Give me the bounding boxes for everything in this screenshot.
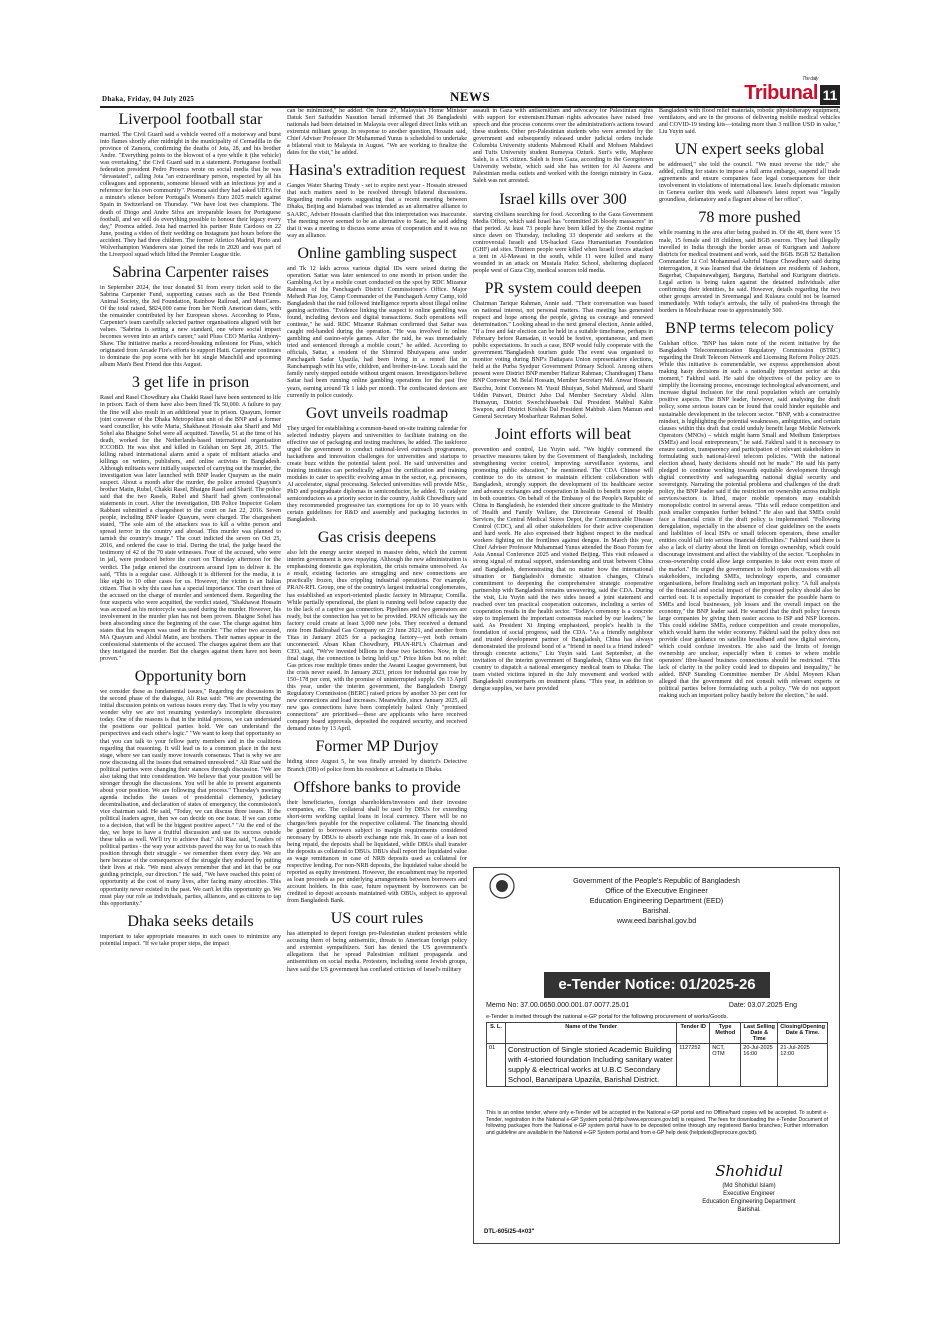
notice-date: Date: 03.07.2025 Eng bbox=[728, 1002, 797, 1009]
headline: 3 get life in prison bbox=[131, 374, 250, 392]
ad-line: Government of the People's Republic of Bangladesh bbox=[573, 876, 740, 885]
column-2 bbox=[287, 108, 467, 978]
story-body: while roaming in the area after being pushed in. Of the 48, there were 15 male, 15 female and 18 children, said BGB sources. They had illegally travelled to India through the border areas of Kurigram and Jashore districts for medical treatment and work, said the BGB. BGB 52 Battalion Commander Lt Col Mohammad Ashrful Haque Chowdhury said during interrogation, it was learned that the detainees are residents of Jashore, Bagerhat, Chapainawabganj, Barguna, Barishal and Kurigram districts. Legal action is being taken against the detained individuals after confirming their identities, he said. However, details regarding the two other groups arrested in Sreemangal and Kulaura could not be learned immediately. With today's arrivals, the tally of pushed-ins through the borders in Moulvibazar rose to approximately 500. bbox=[659, 230, 840, 314]
column-header: Name of the Tender bbox=[506, 1023, 677, 1044]
story-body: Rasel and Rasel Chowdhury aka Chakki Rasel have been sentenced to life in prison. Each of them have also been fined Tk 50,000. A failure to pay the fine will also result in an additional year in prison. Quayum, former joint convener of the Dhaka Metropolitan unit of the BNP and a former ward councillor, his wife Maria, Shakhawat Hossain aka Sharif and Md Sohel aka Bhaigne Sohel were all acquitted. Tawella, 51 at the time of his death, worked for the Netherlands-based international organisation ICCOBD. He was shot and killed in Gulshan on Sept 28, 2015. The killing raised international alarm amid a spate of militant attacks and killings on writers, publishers, and online activists in Bangladesh. Although militants were initially suspected of carrying out the murder, the investigation was later launched with BNP leader Quayum as the main suspect. About a month after the murder, the police arrested Quayum's brother Matin, Rubel, Chakki Rasel, Bhaigne Rasel and Sharif. The police said that the two Rasels, Rubel and Sharif had given confessional statements in court. After the investigation, DB Police Inspector Golam Rabbani submitted a chargesheet to the court on Jan 22, 2016. Seven people, including BNP leader Quayum, were charged. The chargesheet stated, "The sole aim of the attackers was to kill a white person and spread terror in the country and abroad. This murder was planned to tarnish the country's image." The court indicted the seven on Oct 25, 2016, and ordered the case to trial. During the trial, the judge heard the testimony of 42 of the 70 state witnesses. Four of the accused, who were in jail, were produced before the court on Thursday afternoon for the verdict. The judge entered the courtroom around 1pm to deliver it. He said, "This is a regular case. Although it is different for the media, it is like eight to 10 other cases for us. However, the victim is an Italian citizen. That is why this case has a special importance. The court three of the accused on the charge of murder and sentenced them. Regarding the four suspects who were acquitted, the verdict stated, "Shakhawat Hossain was accused as his motorcycle was used during the murder. However, his involvement in the murder plan has not been proven. Bhaigne Sohel has been absconding since the beginning of the case. The charge against him states that his weapon was used in the murder. "The other two accused, MA Quayum and Abdul Matin, are brothers. Their names appear in the confessional statements of the accused. The charges against them are that they instigated the murder. But the charges against them have not been proven." bbox=[100, 395, 281, 663]
story-life-in-prison bbox=[100, 373, 281, 663]
signatory-location: Barishal. bbox=[737, 1207, 761, 1213]
tender-notice-title: e-Tender Notice: 01/2025-26 bbox=[544, 972, 770, 998]
government-emblem-icon bbox=[488, 872, 516, 900]
handwritten-signature: Shohidul bbox=[715, 1162, 783, 1180]
headline: Dhaka seeks details bbox=[127, 912, 254, 930]
ad-website: www.eed.barishal.gov.bd bbox=[616, 916, 697, 925]
story-continued bbox=[473, 108, 653, 186]
story-opportunity bbox=[100, 667, 281, 907]
story-body: in September 2024, the tour donated $1 from every ticket sold to the Sabrina Carpenter Fund, supporting causes such as the Best Friends Animal Society, the Jed Foundation, Rainbow Railroad, and MusiCares. Of the total raised, $824,000 came from her North American dates, with the remainder contributed by her European shows. According to Pluss, Carpenter's team carefully selected partner organisations aligned with her values. "Sabrina is setting a new standard, one where social impact becomes woven into an artist's career," said Pluss CEO Marika Anthony-Shaw. The initiative marks a record-breaking milestone for Pluss, which originated from Arcade Fire's efforts to support Haiti. Carpenter continues to dominate the pop scene with her hit single Manchild and upcoming album Man's Best Friend due this August. bbox=[100, 284, 281, 369]
table-cell: 1127252 bbox=[677, 1044, 710, 1087]
column-header: Tender ID bbox=[677, 1023, 710, 1044]
table-row bbox=[487, 1044, 828, 1087]
story-continued bbox=[659, 108, 840, 136]
story-body: has attempted to deport foreign pro-Palestinian student protesters while accusing them of being antisemitic, threats to American foreign policy and extremist sympathizers. Suri has denied the US government's allegations that he spread Palestinian militant propaganda and antisemitism on social media. Protesters, including some Jewish groups, have said the US government has conflated criticism of Israel's military bbox=[287, 931, 467, 973]
table-cell: Construction of Single storied Academic Building with 4-storied foundation Including sanitary water supply & electrical works at U.B.C Secondary School, Banaripara Upazila, Barishal District. bbox=[506, 1044, 677, 1087]
signatory-title: Executive Engineer bbox=[723, 1191, 775, 1197]
signature-block bbox=[683, 1164, 815, 1214]
ad-reference: DTL-605/25-4×03" bbox=[484, 1229, 535, 1235]
story-body: assault in Gaza with antisemitism and advocacy for Palestinian rights with support for extremism.Human rights advocates have raised free speech and due process concerns over the administration's actions toward these students. Other pro-Palestinian students who were arrested by the government and subsequently released under judicial orders include Columbia University students Mahmoud Khalil and Mohsen Mahdawi and Tufts University student Rumeysa Ozturk. Suri's wife, Mapheze Saleh, is a US citizen. Saleh is from Gaza, according to the Georgetown University website, which said she has written for Al Jazeera and Palestinian media outlets and worked with the foreign ministry in Gaza. Saleh was not arrested. bbox=[473, 108, 653, 185]
story-hasina bbox=[287, 161, 467, 239]
signatory-name: (Md Shohidul Islam) bbox=[722, 1183, 776, 1189]
headline: Gas crisis deepens bbox=[317, 529, 437, 547]
story-body: important to take appropriate measures in such cases to minimize any potential impact. "If we take proper steps, the impact bbox=[100, 933, 281, 947]
headline: Offshore banks to provide bbox=[293, 778, 461, 796]
headline: Israel kills over 300 bbox=[499, 190, 627, 208]
section-name: NEWS bbox=[450, 89, 491, 104]
page-number: 11 bbox=[820, 85, 840, 105]
ad-line: Office of the Executive Engineer bbox=[605, 886, 708, 895]
signatory-dept: Education Engineering Department bbox=[702, 1199, 796, 1205]
column-header: Closing/Opening Date & Time. bbox=[778, 1023, 828, 1044]
table-cell: NCT, OTM bbox=[710, 1044, 741, 1087]
headline: Online gambling suspect bbox=[297, 244, 457, 262]
story-roadmap bbox=[287, 404, 467, 525]
tender-intro: e-Tender is invited through the national e-GP portal for the following procurement of works/Goods. bbox=[486, 1014, 729, 1020]
story-us-court bbox=[287, 909, 467, 973]
story-body: Ganges Water Sharing Treaty - set to expire next year - Hossain stressed that such matters need to be resolved through bilateral discussions. Regarding media reports suggesting that a recent meeting between Dhaka, Beijing and Islamabad was intended as an alternative alliance to SAARC, Adviser Hossain clarified that this interpretation was inaccurate. The meeting never seemed to be an alternative to Saarc, he said adding that it was a meeting to discuss some areas of cooperation and it was no way an alliance. bbox=[287, 183, 467, 239]
story-joint-efforts bbox=[473, 425, 653, 694]
tender-advertisement bbox=[473, 867, 840, 1244]
masthead bbox=[100, 76, 840, 108]
story-gambling bbox=[287, 244, 467, 400]
story-body: can be minimized," he added. On June 27, Malaysia's Home Minister Datuk Seri Saifuddin Nasution Ismail informed that 36 Bangladeshi nationals had been detained in Malaysia over alleged direct links with an extremist militant group. In response to another question, Hossain said, Chief Adviser Professor Dr Muhammad Yunus is scheduled to undertake a bilateral visit to Malaysia in August. "We are working to finalize the dates for the visit," he added. bbox=[287, 108, 467, 157]
logo-text: Tribunal bbox=[744, 82, 818, 104]
story-telecom-policy bbox=[659, 319, 840, 700]
headline: UN expert seeks global bbox=[674, 141, 825, 159]
column-3 bbox=[473, 108, 653, 860]
ad-line: Education Engineering Department (EED) bbox=[589, 896, 724, 905]
column-4 bbox=[659, 108, 840, 860]
story-dhaka-details bbox=[100, 912, 281, 948]
story-continued bbox=[287, 108, 467, 157]
story-body: hiding since August 5, he was finally arrested by district's Detective Branch (DB) of police from his residence at Lalmatia in Dhaka. bbox=[287, 759, 467, 773]
column-header: Type Method bbox=[710, 1023, 741, 1044]
story-liverpool bbox=[100, 110, 281, 259]
headline: Former MP Durjoy bbox=[315, 738, 439, 756]
logo-tagline: The daily bbox=[802, 76, 818, 82]
story-gas-crisis bbox=[287, 528, 467, 733]
story-offshore-banks bbox=[287, 778, 467, 906]
story-israel bbox=[473, 190, 653, 275]
story-body: prevention and control, Liu Yuyin said. "We highly commend the proactive measures taken by the Government of Bangladesh, including strengthening vector control, improving surveillance systems, and promoting public education," he mentioned. The CDA Chinese will continue to do its utmost to maintain efficient collaboration with Bangladesh, strongly support the development of its healthcare sector and advance exchanges and cooperation in health to benefit more people in both countries. On behalf of the Embassy of the People's Republic of China in Bangladesh, he extended their sincere gratitude to the Ministry of Health and Family Welfare, the Directorate General of Health Services, the Central Medical Stores Depot, the Communicable Disease Control (CDC), and all other stakeholders for their active cooperation and hard work. He also expressed their highest respect to the medical workers fighting on the frontlines against dengue. In March this year, Chief Adviser Professor Muhammad Yunus attended the Boao Forum for Asia Annual Conference 2025 and visited Beijing. This visit released a strong signal of mutual support, understanding and trust between China and Bangladesh, demonstrating that no matter how the international situation or Bangladesh's domestic situation changes, China's commitment to deepening the comprehensive strategic cooperative partnership with Bangladesh remains unwavering, said the CDA. During the visit, Liu Yuyin said the two sides issued a joint statement and reached over ten practical cooperation outcomes, including a series of cooperation results in the health sector. "Today's ceremony is a concrete step to implement the important consensus reached by our leaders," he said. As President Xi Jinping emphasized, people's health is the foundation of social progress, said the CDA. "As a friendly neighbour and trusted development partner of Bangladesh, China has always demonstrated the profound bond of a "friend in need is a friend indeed" through concrete actions," Liu Yuyin said. Last September, at the invitation of the interim government of Bangladesh, China was the first country to dispatch a national emergency medical team to Dhaka. The team visited victims injured in the July movement and worked with Bangladeshi counterparts on treatment plans. "This year, in addition to dengue supplies, we have provided bbox=[473, 446, 653, 693]
headline: Liverpool football star bbox=[118, 111, 263, 128]
story-body: be addressed," she told the council. "We must reverse the tide," she added, calling for states to impose a full arms embargo, suspend all trade agreements and ensure companies face legal consequences for their involvement in violations of international law. Israel's diplomatic mission in Geneva earlier this week said Albanese's latest report was "legally groundless, defamatory and a flagrant abuse of her office". bbox=[659, 162, 840, 204]
headline: Sabrina Carpenter raises bbox=[112, 263, 269, 281]
ad-line: Barishal. bbox=[642, 906, 671, 915]
memo-number: Memo No: 37.00.0650.000.001.07.0077.25.01 bbox=[486, 1002, 630, 1009]
story-durjoy bbox=[287, 737, 467, 773]
story-body: and Tk 12 lakh across various digital IDs were seized during the operation. Sattar was later sentenced to one month in prison under the Gambling Act by a mobile court conducted on the spot by RDC Mizanur Rahman of the Panchagarh District Commissioner's Office. Major Mehedi Pias Joy, Camp Commander of the Panchagarh Army Camp, told Bangladesh that the raid followed intelligence reports about illegal online gaming activities. "Evidence linking the suspect to online gambling was found, including devices and digital transactions. Such operations will continue," he said. RDC Mizanur Rahman confirmed that Sattar was caught red-handed during the operation. "He was involved in online gambling and casino-style games. After the raid, he was immediately tried and sentenced through a mobile court," he added. According to officials, Sattar, a resident of the Shimrod Bhuiyapara area under Panchagarh Sadar Upazila, had been living in a rented flat in Ranchampagh with his wife, children, and brother-in-law. Locals said the family rarely stepped outside without urgent reason. Investigators believe Sattar had been running online gambling operations for the past five years, earning around Tk 1 lakh per month. The confiscated devices are currently in police custody. bbox=[287, 265, 467, 399]
story-pushed-in bbox=[659, 208, 840, 315]
headline: 78 more pushed bbox=[698, 209, 801, 227]
story-body: their beneficiaries, foreign shareholders/investors and their investee companies, etc. The collateral shall be used by DBUs for extending short-term working capital loans in local currency. There will be no charges/fees payable for the respective collateral. The financing should be granted to borrowers subject to margin requirements considered necessary by DBUs to absorb exchange rate risk. In case of a loan not being repaid, the deposits shall be liquidated, while DBUs shall transfer the deposits as collateral to DBUs. DBUs shall report the liquidated value as wage remittances in case of NRB deposits used as collateral for respective lending. For non-NRB deposits, the liquidated value should be reported as equity investment. However, the encashment may be reported as loan proceeds as per underlying arrangements between borrowers and account holders. In this case, future repayment by borrowers can be credited to deposit accounts maintained with OBUs, subject to approval from Bangladesh Bank. bbox=[287, 799, 467, 905]
column-header: Last Selling Date & Time bbox=[741, 1023, 778, 1044]
story-body: starving civilians searching for food. According to the Gaza Government Media Office, which said Israel has "committed 26 bloody massacres" in that period. At least 73 people have been killed by the Zionist regime since dawn on Thursday, including 33 desperate aid seekers at the controversial Israeli and US-backed Gaza Humanitarian Foundation (GHF) aid sites. Thirteen people were killed when Israeli forces attacked a tent in Al-Mawasi in the south, while 11 were killed and many wounded in an attack on Mustafa Hafez School, sheltering displaced people west of Gaza City, medical sources told media. bbox=[473, 211, 653, 274]
story-body: married. The Civil Guard said a vehicle veered off a motorway and burst into flames shortly after midnight in the municipality of Cernadilla in the province of Zamora, confirming the deaths of Jota, 28, and his brother Andre. "Everything points to the blowout of a tyre while it (the vehicle) was overtaking," the Civil Guard said in a statement. Portuguese football federation president Pedro Proenca wrote on social media that he was "devastated", calling Jota "an extraordinary person, respected by all his colleagues and opponents, someone blessed with an infectious joy and a reference for his own community". Proenca said they had asked UEFA for a minute's silence before Portugal's Women's Euro 2025 match against Spain in Switzerland on Thursday. "We have lost two champions. The death of Diogo and Andre Silva are irreparable losses for Portuguese football, and we will do everything possible to honour their legacy every day," Proenca added. Jota had married his partner Rute Cardoso on 22 June, posting a video of their wedding on Instagram just hours before the accident. They had three children. The former Atletico Madrid, Porto and Wolverhampton Wanderers star joined the reds in 2020 and was part of the Liverpool squad which lifted the Premier League title. bbox=[100, 132, 281, 258]
newspaper-logo bbox=[744, 76, 818, 105]
story-body: Bangladesh with flood relief materials, robotic physiotherapy equipment, ventilators, and are in the process of delivering mobile medical vehicles and COVID-19 testing kits—totaling more than 3 million USD in value," Liu Yuyin said. bbox=[659, 108, 840, 136]
column-1 bbox=[100, 108, 281, 952]
tender-note: This is an online tender, where only e-Tender will be accepted in the National e-GP portal and no Offline/hard copies will be accepted. To submit e-Tender, registration in the National e-GP System portal (http://www.eprocure.gov.bd) is required. The fees for downloading the e-Tender Document of following packages from the National e-GP system portal have to be deposited online through any registered Banks branches; Further information and guideline are available in the National e-GP System portal and from e-GP help desk (helpdesk@eprocure.gov.bd). bbox=[486, 1110, 828, 1136]
headline: Joint efforts will beat bbox=[494, 425, 632, 443]
headline: PR system could deepen bbox=[484, 279, 642, 297]
story-body: They urged for establishing a common-based on-site training calendar for selected industry players and universities to facilitate training on the effective use of packaging and testing machines, he added. The taskforce urged the government to conduct national-level outreach programmes, hackathons and innovation challenges for universities and startups to create buzz within the potential talent pool. He said universities and training institutes can periodically adjust the certification and training modules to cater to specific evolving areas in the sector, e.g. processors, AI accelerator, signal processing. Selected universities will provide MSc, PhD and postgraduate diplomas in semiconductor, he added. To catalyze semiconductors as a priority sector in the country, Ashik Chowdhury said they recommended progressive tax exemptions for up to 10 years with certain guidelines for R&D and assembly and packaging factories in Bangladesh. bbox=[287, 425, 467, 524]
column-header: S. L. bbox=[487, 1023, 506, 1044]
tender-table bbox=[486, 1022, 828, 1087]
story-pr-system bbox=[473, 279, 653, 421]
story-body: we consider these as fundamental issues," Regarding the discussions in the second phase of the dialogue, Ali Riaz said: "We are presenting the initial discussion points on various issues every day. That is why you may wonder why we are not resuming yesterday's incomplete discussion today. One of the reasons is that in the initial process, we can understand the positions our political parties hold. We can understand the perspectives and each other's logic." "We want to keep that opportunity so that you can talk to your fellow party members and in the coalitions regarding that reasoning. It will lead us to a common place in the next stage, where we can easily move towards consensus. That is why we are now discussing all the issues that remained unresolved." Ali Riaz said the political parties were changing their stances through discussion. "We are also taking that into consideration. We believe that your position will be stronger through the discussions. You will be able to present arguments about your position. We are following that process." Thursday's meeting agenda includes the issues of presidential clemency, judiciary decentralisation, and declaration of states of emergency, the commission's vice chairman said. He said, "Today, we can discuss three issues. If the political leaders agree, then we can decide on one issue. If we can come to a decision, that will be the biggest positive aspect." "At the end of the day, we hope to have a fruitful discussion and use its success outside these talks as well. We'll try to achieve that." Ali Riaz said, "Leaders of political parties - the way your activists paved the way for us to reach this position through their struggle - we remember them every day. We are here because of the consequences of the struggle they endured by putting their lives at risk. "We must always remember that and let that be our guiding principle, our direction." He said, "We have reached this point of opportunity at the cost of many lives, after facing many atrocities. This opportunity never existed in the past. We can't let this opportunity go. We must play our role as individuals, parties, alliances, and as citizens to tap this opportunity." bbox=[100, 689, 281, 907]
table-header-row bbox=[487, 1023, 828, 1044]
story-sabrina bbox=[100, 263, 281, 370]
headline: Hasina's extradition request bbox=[288, 162, 466, 180]
headline: Govt unveils roadmap bbox=[305, 404, 449, 422]
headline: BNP terms telecom policy bbox=[665, 320, 834, 338]
table-cell: 20-Jul-2025 16:00 bbox=[741, 1044, 778, 1087]
story-un-expert bbox=[659, 140, 840, 204]
story-body: Gulshan office. "BNP has taken note of the recent initiative by the Bangladesh Telecommunication Regulatory Commission (BTRC) regarding the Draft Telecom Network and Licensing Reform Policy 2025. While this initiative is commendable, we express apprehension about making hasty decisions in such a nationally important sector at this moment," Fakhrul said. He said the objectives of the policy are to simplify the licensing process, encourage technological advancement, and increase digital inclusion for the rural population which are certainly positive aspects. The BNP leader, however, said analysing the draft policy, some serious issues can be found that could hinder equitable and sustainable development in the telecom sector. "BNP, with a constructive mindset, is highlighting the potential weaknesses, ambiguities, and certain clauses within this draft that could unduly benefit large Mobile Network Operators (MNOs) – which might harm Small and Medium Enterprises (SMEs) and local entrepreneurs," he said. Fakhrul said it is necessary to ensure caution, transparency and participation of relevant stakeholders in formulating such national-level telecom policies. "With the national election ahead, hasty decisions should not be made." He said his party pledged to continue working towards equitable development through digital connectivity and safeguarding national digital security and sovereignty. Narrating the potential problems and challenges of the draft policy, the BNP leader said if the restriction on ownership across multiple services/sectors is lifted, major mobile operators may establish monopolistic control in several areas. "This will reduce competition and push smaller companies further behind." He also said that SMEs could face a financial crisis if the draft policy is implemented. "Following deregulation, especially in the absence of clear guidelines on the assets and liabilities of local ISPs or small telecom operators, these smaller entities could fall into serious financial difficulties." Fakhrul said there is also a lack of clarity about the limit on foreign ownership, which could discourage investment and affect the viability of the sector. "Loopholes in cross-ownership could allow large companies to take over even more of the market." He urged the government to hold open discussions with all stakeholders, including SMEs, technology experts, and consumer organisations, before finalising such an important policy. "A full analysis of the financial and social impact of the proposed policy should also be carried out. It is especially important to consider the possible harm to SMEs and local businesses, job losses and the overall impact on the economy," the BNP leader said. He warned that the draft policy favours large companies by giving them easier access to ISP and NSP licences. This could sideline SMEs, reduce competition and create monopolies, which would harm the wider economy. Fakhrul said the policy does not provide clear guidance on satellite broadband and new digital services, which could confuse investors. He also said the limits of foreign ownership are unclear, especially when it comes to where mobile operators' fibre-based business connections should be restricted. "This lack of clarity in the policy could lead to disputes and inequality," he added. BNP Standing Committee member Dr Abdul Moyeen Khan alleged that the government did not consult with relevant experts or political parties before formulating such a policy. "We do not support making such an important policy hastily before the election," he said. bbox=[659, 341, 840, 700]
table-cell: 21-Jul-2025 12:00 bbox=[778, 1044, 828, 1087]
issue-date: Dhaka, Friday, 04 July 2025 bbox=[102, 95, 195, 103]
headline: Opportunity born bbox=[134, 668, 247, 686]
story-body: also left the energy sector steeped in massive debts, which the current interim government is now repaying. Although the new administration is emphasising domestic gas exploration, the crisis remains unresolved. As a result, existing factories are struggling and new connections are practically frozen, thus crippling industrial operations. For example, PRAN-RFL Group, one of the country's largest industrial conglomerates, has established an export-oriented plastic factory in Mirzapur, Comilla. While partially operational, the plant is running well below capacity due to the lack of a captive gas connection. Pipelines and two generators are ready, but the connection has yet to be provided. PRAN officials say the factory could create at least 3,000 new jobs. They received a demand note from Bakhrabad Gas Company on 23 June 2021, and another from Titas in January 2025 for a packaging factory—yet both remain unconnected. Ahsan Khan Chowdhury, PRAN-RFL's Chairman and CEO, said, "We've invested billions in these two factories. Now, in the final stage, the connection is being held up." Price hikes but no relief: Gas prices rose multiple times under the Awami League government, but the crisis never eased. In January 2023, prices for industrial gas rose by 150–178 per cent, with the promise of uninterrupted supply. On 13 April this year, under the interim government, the Bangladesh Energy Regulatory Commission (BERC) raised prices by another 33 per cent for new connections and load increases. Meanwhile, since January 2025, all new gas connections have been completely halted. Only "promised connections" are prioritised—these are applicants who have received company board approvals, deposited the required security, and received demand notes by 13 April. bbox=[287, 550, 467, 733]
ad-header bbox=[474, 876, 839, 926]
headline: US court rules bbox=[330, 910, 424, 928]
story-body: Chairman Tarique Rahman, Annie said. "Their conversation was based on national interest, not personal matters. That meeting has generated respect and hope among the people, giving us courage and renewed determination." Looking ahead to the next general election, Annie added, "If a free and fair election can be held in a suitable timeframe, perhaps in February before Ramadan, it would be festive, spontaneous, and meet public expectations. In such a case, BNP would fully cooperate with the government."Bangladesh tourism guide The event was organised to monitor voting during BNP's Dattapara Union representative elections, held at the Purba Syedpur Government Primary School. Among others present were District BNP member Hafizur Rahman; Chandraganj Thana BNP Convener M. Belal Hossain, Member Secretary Md. Anwar Hossain Bacchu, Joint Conveners M. Yusuf Bhuiyan, Sohel Mahmud, and Sharif Uddin Patwari, District Jubo Dal Member Secretary Abdul Alim Humayun, District Swechchhasebak Dal President Mahbul Kabir Swapon, and District Krishak Dal President Mahbub Alam Mamun and General Secretary Mosharfizur Rahman Sohel. bbox=[473, 300, 653, 420]
table-cell: 01 bbox=[487, 1044, 506, 1087]
